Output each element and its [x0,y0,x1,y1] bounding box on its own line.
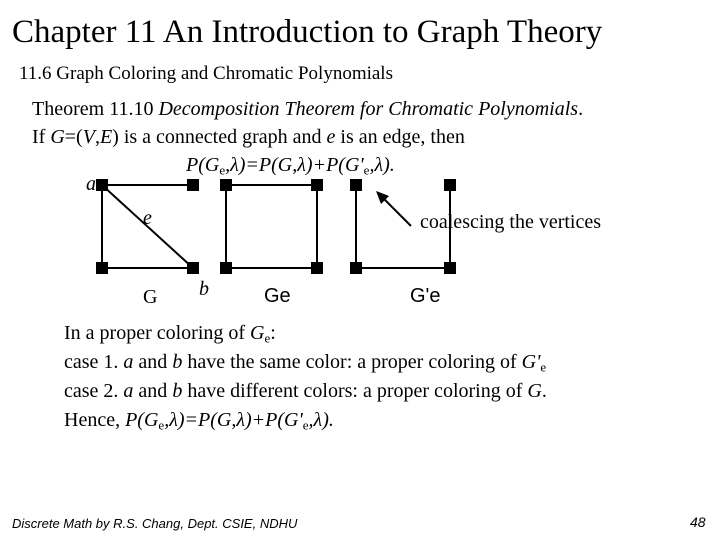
symbol-e: e [326,126,336,148]
slide-subtitle: 11.6 Graph Coloring and Chromatic Polynomials [19,63,393,84]
theorem-name: Decomposition Theorem for Chromatic Polynomials [158,98,579,120]
vertex [221,180,231,190]
text-eq: =( [64,126,83,148]
vertex-label-b [199,277,209,301]
text: case 2. [64,380,124,402]
symbol-a: a [123,351,134,373]
sub-e: e [158,417,165,433]
edge-label-e [143,206,152,230]
symbol-a: a [123,380,134,402]
body-text [64,319,547,435]
sub-e: e [302,417,309,433]
text: In a proper coloring of [64,322,251,344]
vertex [312,263,322,273]
vertex [188,180,198,190]
symbol-E: E [99,126,113,148]
coalesce-arrow-line [381,196,411,226]
formula-part-3: ,λ). [369,154,395,176]
vertex [351,180,361,190]
vertex [351,263,361,273]
cycle-edges [226,185,317,268]
page-number: 48 [690,514,706,530]
text: : [270,322,276,344]
formula-part-1: P(G [125,409,159,431]
symbol-b: b [172,351,183,373]
label-a-text: a [86,173,96,195]
symbol-G: G [250,322,265,344]
formula-part-3: ,λ). [308,409,334,431]
footer-credit: Discrete Math by R.S. Chang, Dept. CSIE, NDHU [12,516,298,531]
coalescing-note: coalescing the vertices [420,211,602,233]
formula-sub-1: e [219,162,226,178]
sub-e: e [264,330,271,346]
sub-e: e [540,359,547,375]
text-comma: , [94,126,100,148]
caption-G-prime-e: G'e [410,285,441,307]
body-line-4 [64,406,547,435]
text-mid: ) is a connected graph and [112,126,327,148]
caption-G: G [143,286,158,308]
vertex [97,263,107,273]
body-line-3 [64,377,547,406]
vertex-label-a [86,172,96,196]
vertex [221,263,231,273]
text: Hence, [64,409,126,431]
vertex [445,263,455,273]
vertex-b [188,263,198,273]
label-e-text: e [143,207,152,229]
label-b-text: b [199,278,209,300]
text-if: If [32,126,51,148]
caption-Ge: Ge [264,285,291,307]
vertex [312,180,322,190]
text: have the same color: a proper coloring of [182,351,522,373]
symbol-G: G [50,126,65,148]
text-end: is an edge, then [335,126,465,148]
symbol-G: G [527,380,542,402]
formula-part-2: ,λ)=P(G,λ)+P(G' [164,409,303,431]
formula-part-2: ,λ)=P(G,λ)+P(G' [225,154,364,176]
symbol-G-prime: G' [521,351,541,373]
symbol-b: b [172,380,183,402]
vertex [445,180,455,190]
text: have different colors: a proper coloring of [182,380,528,402]
text: and [133,380,173,402]
formula-sub-2: e [363,162,370,178]
text: . [541,380,547,402]
body-line-2 [64,348,547,377]
body-line-1 [64,319,547,348]
theorem-name-end: . [578,98,584,120]
graph-Ge [221,180,322,273]
slide-title: Chapter 11 An Introduction to Graph Theory [12,14,603,50]
symbol-V: V [82,126,95,148]
vertex-a [97,180,107,190]
text: and [133,351,173,373]
text: case 1. [64,351,124,373]
theorem-label: Theorem 11.10 [32,98,159,120]
formula-part-1: P(G [186,154,220,176]
